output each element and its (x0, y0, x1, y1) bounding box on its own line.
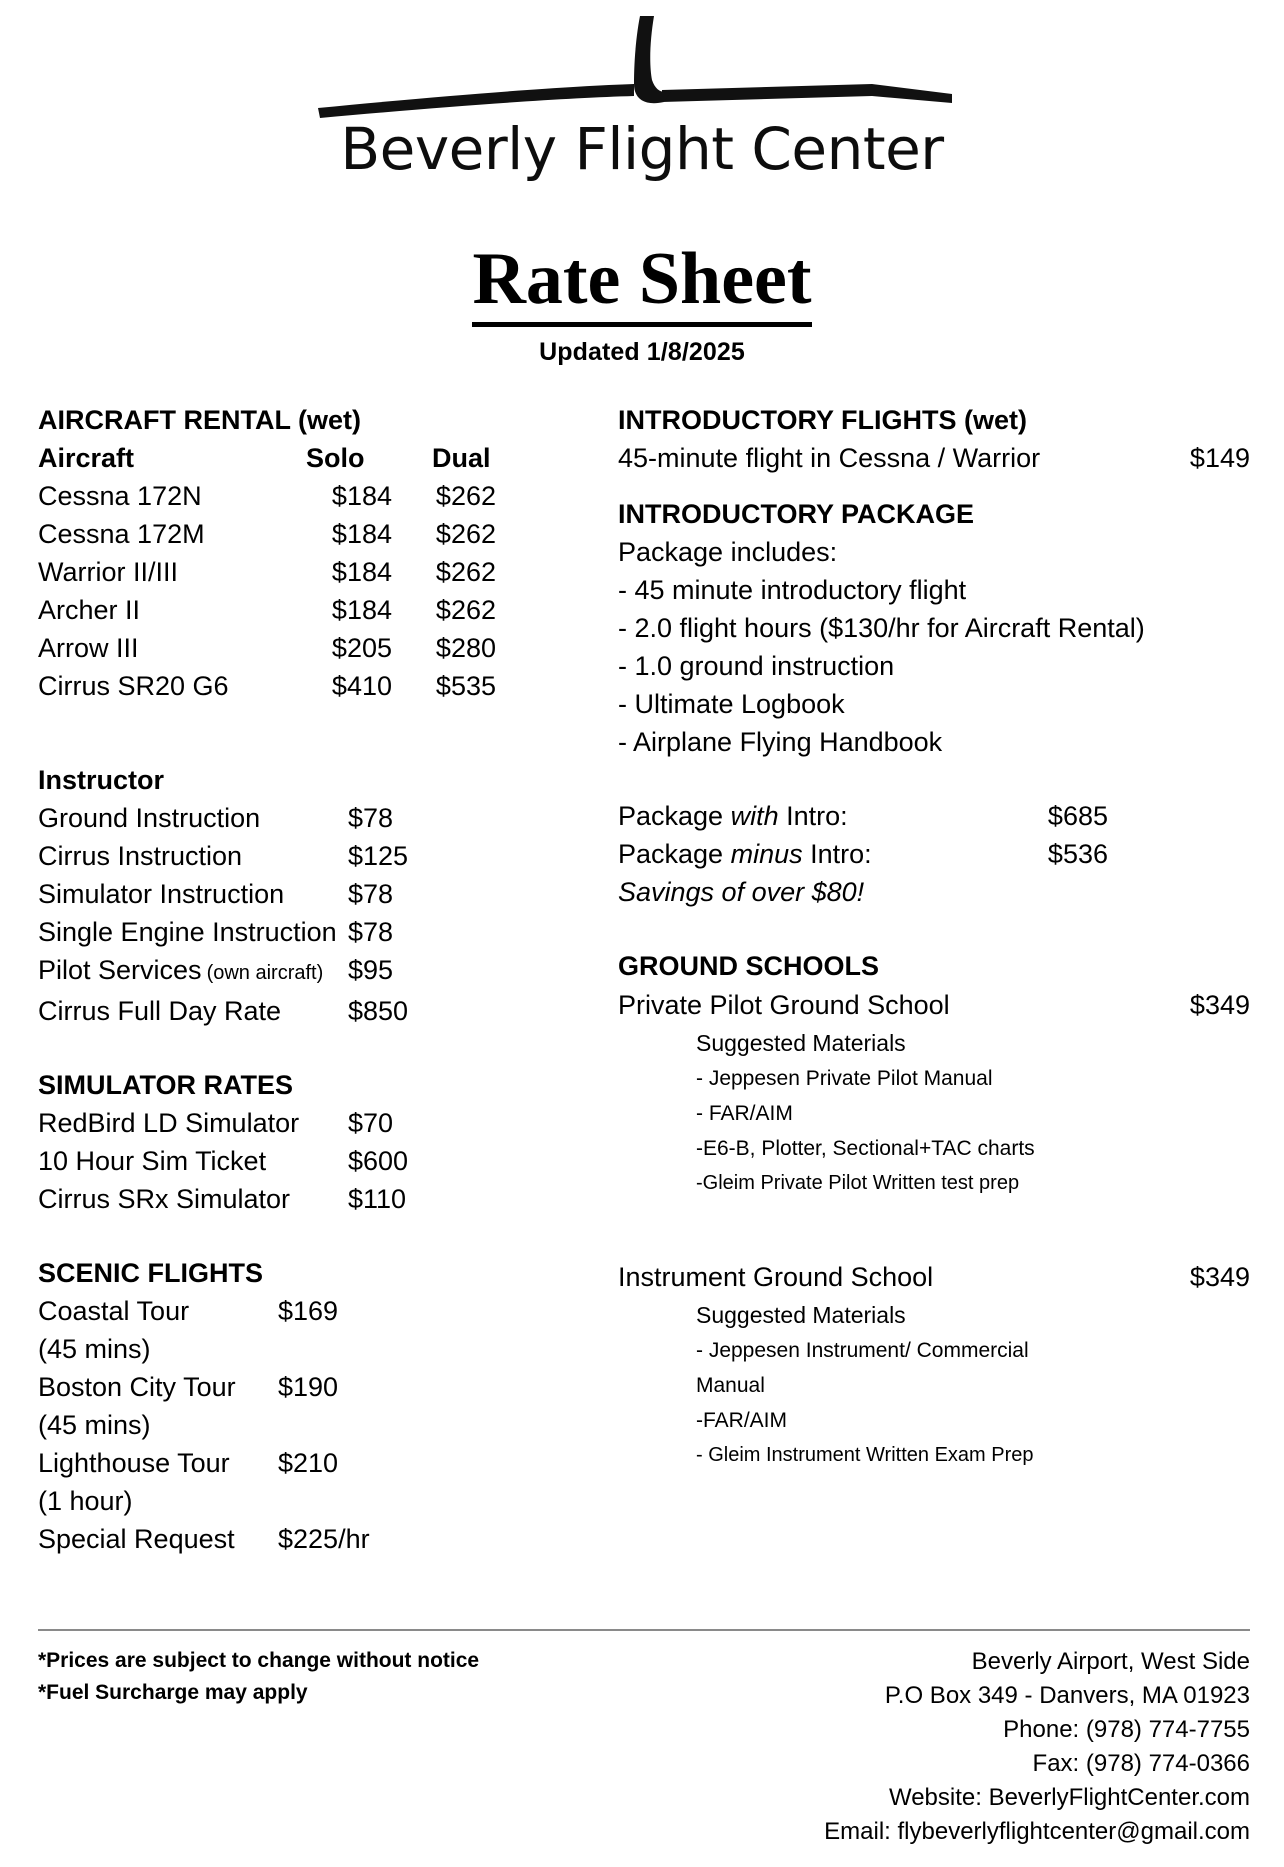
instructor-price: $850 (348, 996, 409, 1026)
aircraft-dual-price: $262 (435, 481, 496, 511)
simulator-service: Cirrus SRx Simulator (38, 1184, 291, 1214)
instructor-service-note: (own aircraft) (206, 962, 324, 984)
ground-schools-heading: GROUND SCHOOLS (618, 951, 880, 981)
package-includes-label: Package includes: (618, 537, 838, 567)
instructor-service: Cirrus Instruction (38, 841, 243, 871)
contact-address-line: Beverly Airport, West Side (971, 1648, 1250, 1675)
aircraft-dual-price: $262 (435, 519, 496, 549)
brand-logo (312, 10, 972, 200)
ground-school-name: Private Pilot Ground School (618, 990, 950, 1020)
table-row (38, 1444, 578, 1482)
instructor-price: $125 (348, 841, 409, 871)
scenic-tour-price: $169 (278, 1296, 339, 1326)
wing-swoosh-logo-icon (312, 10, 972, 120)
contact-website[interactable]: Website: BeverlyFlightCenter.com (888, 1784, 1250, 1811)
list-item: - Jeppesen Instrument/ Commercial (696, 1339, 1029, 1362)
spacer (618, 1201, 1250, 1257)
table-row (38, 591, 578, 629)
savings-note: Savings of over $80! (618, 877, 865, 907)
aircraft-name: Archer II (38, 595, 141, 625)
instructor-price: $78 (348, 879, 394, 909)
intro-flight-price: $149 (1189, 443, 1250, 473)
ground-school-price: $349 (1189, 990, 1250, 1020)
table-row (38, 1368, 578, 1406)
aircraft-name: Cessna 172N (38, 481, 202, 511)
scenic-tour-duration: (45 mins) (38, 1334, 151, 1364)
footer-disclaimers (38, 1645, 479, 1709)
footer-contact (824, 1645, 1250, 1849)
table-row (38, 1104, 578, 1142)
suggested-materials-label: Suggested Materials (696, 1302, 906, 1328)
list-item: -FAR/AIM (696, 1409, 788, 1432)
aircraft-name: Arrow III (38, 633, 139, 663)
table-row (38, 477, 578, 515)
list-item: - 45 minute introductory flight (618, 575, 967, 605)
aircraft-name: Cessna 172M (38, 519, 205, 549)
contact-address-line: P.O Box 349 - Danvers, MA 01923 (884, 1682, 1250, 1709)
intro-flight-row (618, 439, 1250, 477)
instructor-service: Pilot Services (own aircraft) (38, 955, 324, 985)
table-row (38, 1520, 578, 1558)
aircraft-solo-price: $410 (331, 671, 392, 701)
left-column (38, 401, 578, 1558)
table-row (618, 835, 1250, 873)
list-item: -Gleim Private Pilot Written test prep (696, 1172, 1020, 1194)
spacer (618, 911, 1250, 947)
simulator-service: RedBird LD Simulator (38, 1108, 300, 1138)
simulator-price: $600 (348, 1146, 409, 1176)
suggested-materials-label: Suggested Materials (696, 1030, 906, 1056)
scenic-tour-duration: (45 mins) (38, 1410, 151, 1440)
table-row (38, 515, 578, 553)
aircraft-name: Warrior II/III (38, 557, 178, 587)
aircraft-dual-price: $535 (435, 671, 496, 701)
page-footer (38, 1629, 1250, 1849)
col-header-aircraft: Aircraft (38, 443, 135, 473)
list-item: - Gleim Instrument Written Exam Prep (696, 1444, 1034, 1466)
package-minus-intro-price: $536 (1047, 839, 1108, 869)
package-with-intro-price: $685 (1047, 801, 1108, 831)
ground-school-name: Instrument Ground School (618, 1262, 934, 1292)
table-row (38, 1142, 578, 1180)
scenic-tour-name: Special Request (38, 1524, 235, 1554)
instructor-price: $95 (348, 955, 394, 985)
table-row (38, 992, 578, 1030)
simulator-rates-heading: SIMULATOR RATES (38, 1070, 293, 1100)
page-title (0, 238, 1284, 320)
scenic-tour-name: Lighthouse Tour (38, 1448, 230, 1478)
spacer (38, 705, 578, 761)
package-with-intro-label: Package with Intro: (618, 801, 848, 831)
table-row (38, 837, 578, 875)
table-row (38, 875, 578, 913)
intro-package-heading: INTRODUCTORY PACKAGE (618, 499, 975, 529)
instructor-price: $78 (348, 803, 394, 833)
table-row (38, 1292, 578, 1330)
col-header-dual: Dual (432, 443, 491, 473)
col-header-solo: Solo (306, 443, 365, 473)
scenic-tour-duration: (1 hour) (38, 1486, 133, 1516)
list-item: - Ultimate Logbook (618, 689, 845, 719)
scenic-tour-name: Boston City Tour (38, 1372, 236, 1402)
masthead (0, 0, 1284, 200)
right-column (578, 401, 1250, 1558)
spacer (618, 761, 1250, 797)
list-item: Manual (696, 1374, 765, 1397)
scenic-tour-price: $190 (278, 1372, 339, 1402)
updated-date: Updated 1/8/2025 (539, 338, 745, 366)
instructor-service: Single Engine Instruction (38, 917, 337, 947)
table-row (38, 553, 578, 591)
spacer (38, 1218, 578, 1254)
table-row (38, 667, 578, 705)
content-columns (0, 401, 1284, 1558)
instructor-heading: Instructor (38, 765, 165, 795)
aircraft-solo-price: $184 (331, 519, 392, 549)
aircraft-solo-price: $184 (331, 557, 392, 587)
list-item: - FAR/AIM (696, 1102, 793, 1125)
brand-name: Beverly Flight Center (340, 115, 944, 183)
list-item: - 2.0 flight hours ($130/hr for Aircraft Rental) (618, 613, 1145, 643)
table-row (38, 951, 578, 992)
footer-columns (38, 1645, 1250, 1849)
aircraft-dual-price: $280 (435, 633, 496, 663)
intro-flights-heading: INTRODUCTORY FLIGHTS (wet) (618, 405, 1027, 435)
aircraft-name: Cirrus SR20 G6 (38, 671, 229, 701)
intro-flight-label: 45-minute flight in Cessna / Warrior (618, 443, 1041, 473)
aircraft-dual-price: $262 (435, 557, 496, 587)
instructor-service: Simulator Instruction (38, 879, 285, 909)
aircraft-rental-heading: AIRCRAFT RENTAL (wet) (38, 405, 361, 435)
scenic-tour-price: $210 (278, 1448, 339, 1478)
disclaimer-line: *Fuel Surcharge may apply (38, 1681, 308, 1704)
list-item: -E6-B, Plotter, Sectional+TAC charts (696, 1137, 1035, 1160)
simulator-price: $70 (348, 1108, 394, 1138)
instructor-service: Ground Instruction (38, 803, 261, 833)
ground-school-row (618, 985, 1250, 1025)
aircraft-dual-price: $262 (435, 595, 496, 625)
simulator-price: $110 (348, 1184, 407, 1214)
list-item: - 1.0 ground instruction (618, 651, 895, 681)
table-row (38, 913, 578, 951)
list-item: - Airplane Flying Handbook (618, 727, 943, 757)
table-row (38, 629, 578, 667)
aircraft-solo-price: $205 (331, 633, 392, 663)
disclaimer-line: *Prices are subject to change without notice (38, 1649, 480, 1672)
aircraft-solo-price: $184 (331, 595, 392, 625)
scenic-tour-name: Coastal Tour (38, 1296, 190, 1326)
scenic-tour-price: $225/hr (278, 1524, 370, 1554)
aircraft-table-header (38, 439, 578, 477)
aircraft-solo-price: $184 (331, 481, 392, 511)
spacer (618, 477, 1250, 495)
table-row (618, 797, 1250, 835)
simulator-service: 10 Hour Sim Ticket (38, 1146, 267, 1176)
page-title-text: Rate Sheet (472, 238, 811, 327)
ground-school-row (618, 1257, 1250, 1297)
instructor-price: $78 (348, 917, 394, 947)
instructor-service: Cirrus Full Day Rate (38, 996, 282, 1026)
package-minus-intro-label: Package minus Intro: (618, 839, 872, 869)
table-row (38, 1180, 578, 1218)
scenic-flights-heading: SCENIC FLIGHTS (38, 1258, 264, 1288)
list-item: - Jeppesen Private Pilot Manual (696, 1067, 993, 1090)
spacer (38, 1030, 578, 1066)
ground-school-price: $349 (1189, 1262, 1250, 1292)
contact-fax: Fax: (978) 774-0366 (1032, 1750, 1250, 1777)
contact-phone: Phone: (978) 774-7755 (1003, 1716, 1250, 1743)
footer-divider (38, 1629, 1250, 1631)
table-row (38, 799, 578, 837)
contact-email[interactable]: Email: flybeverlyflightcenter@gmail.com (824, 1818, 1250, 1845)
